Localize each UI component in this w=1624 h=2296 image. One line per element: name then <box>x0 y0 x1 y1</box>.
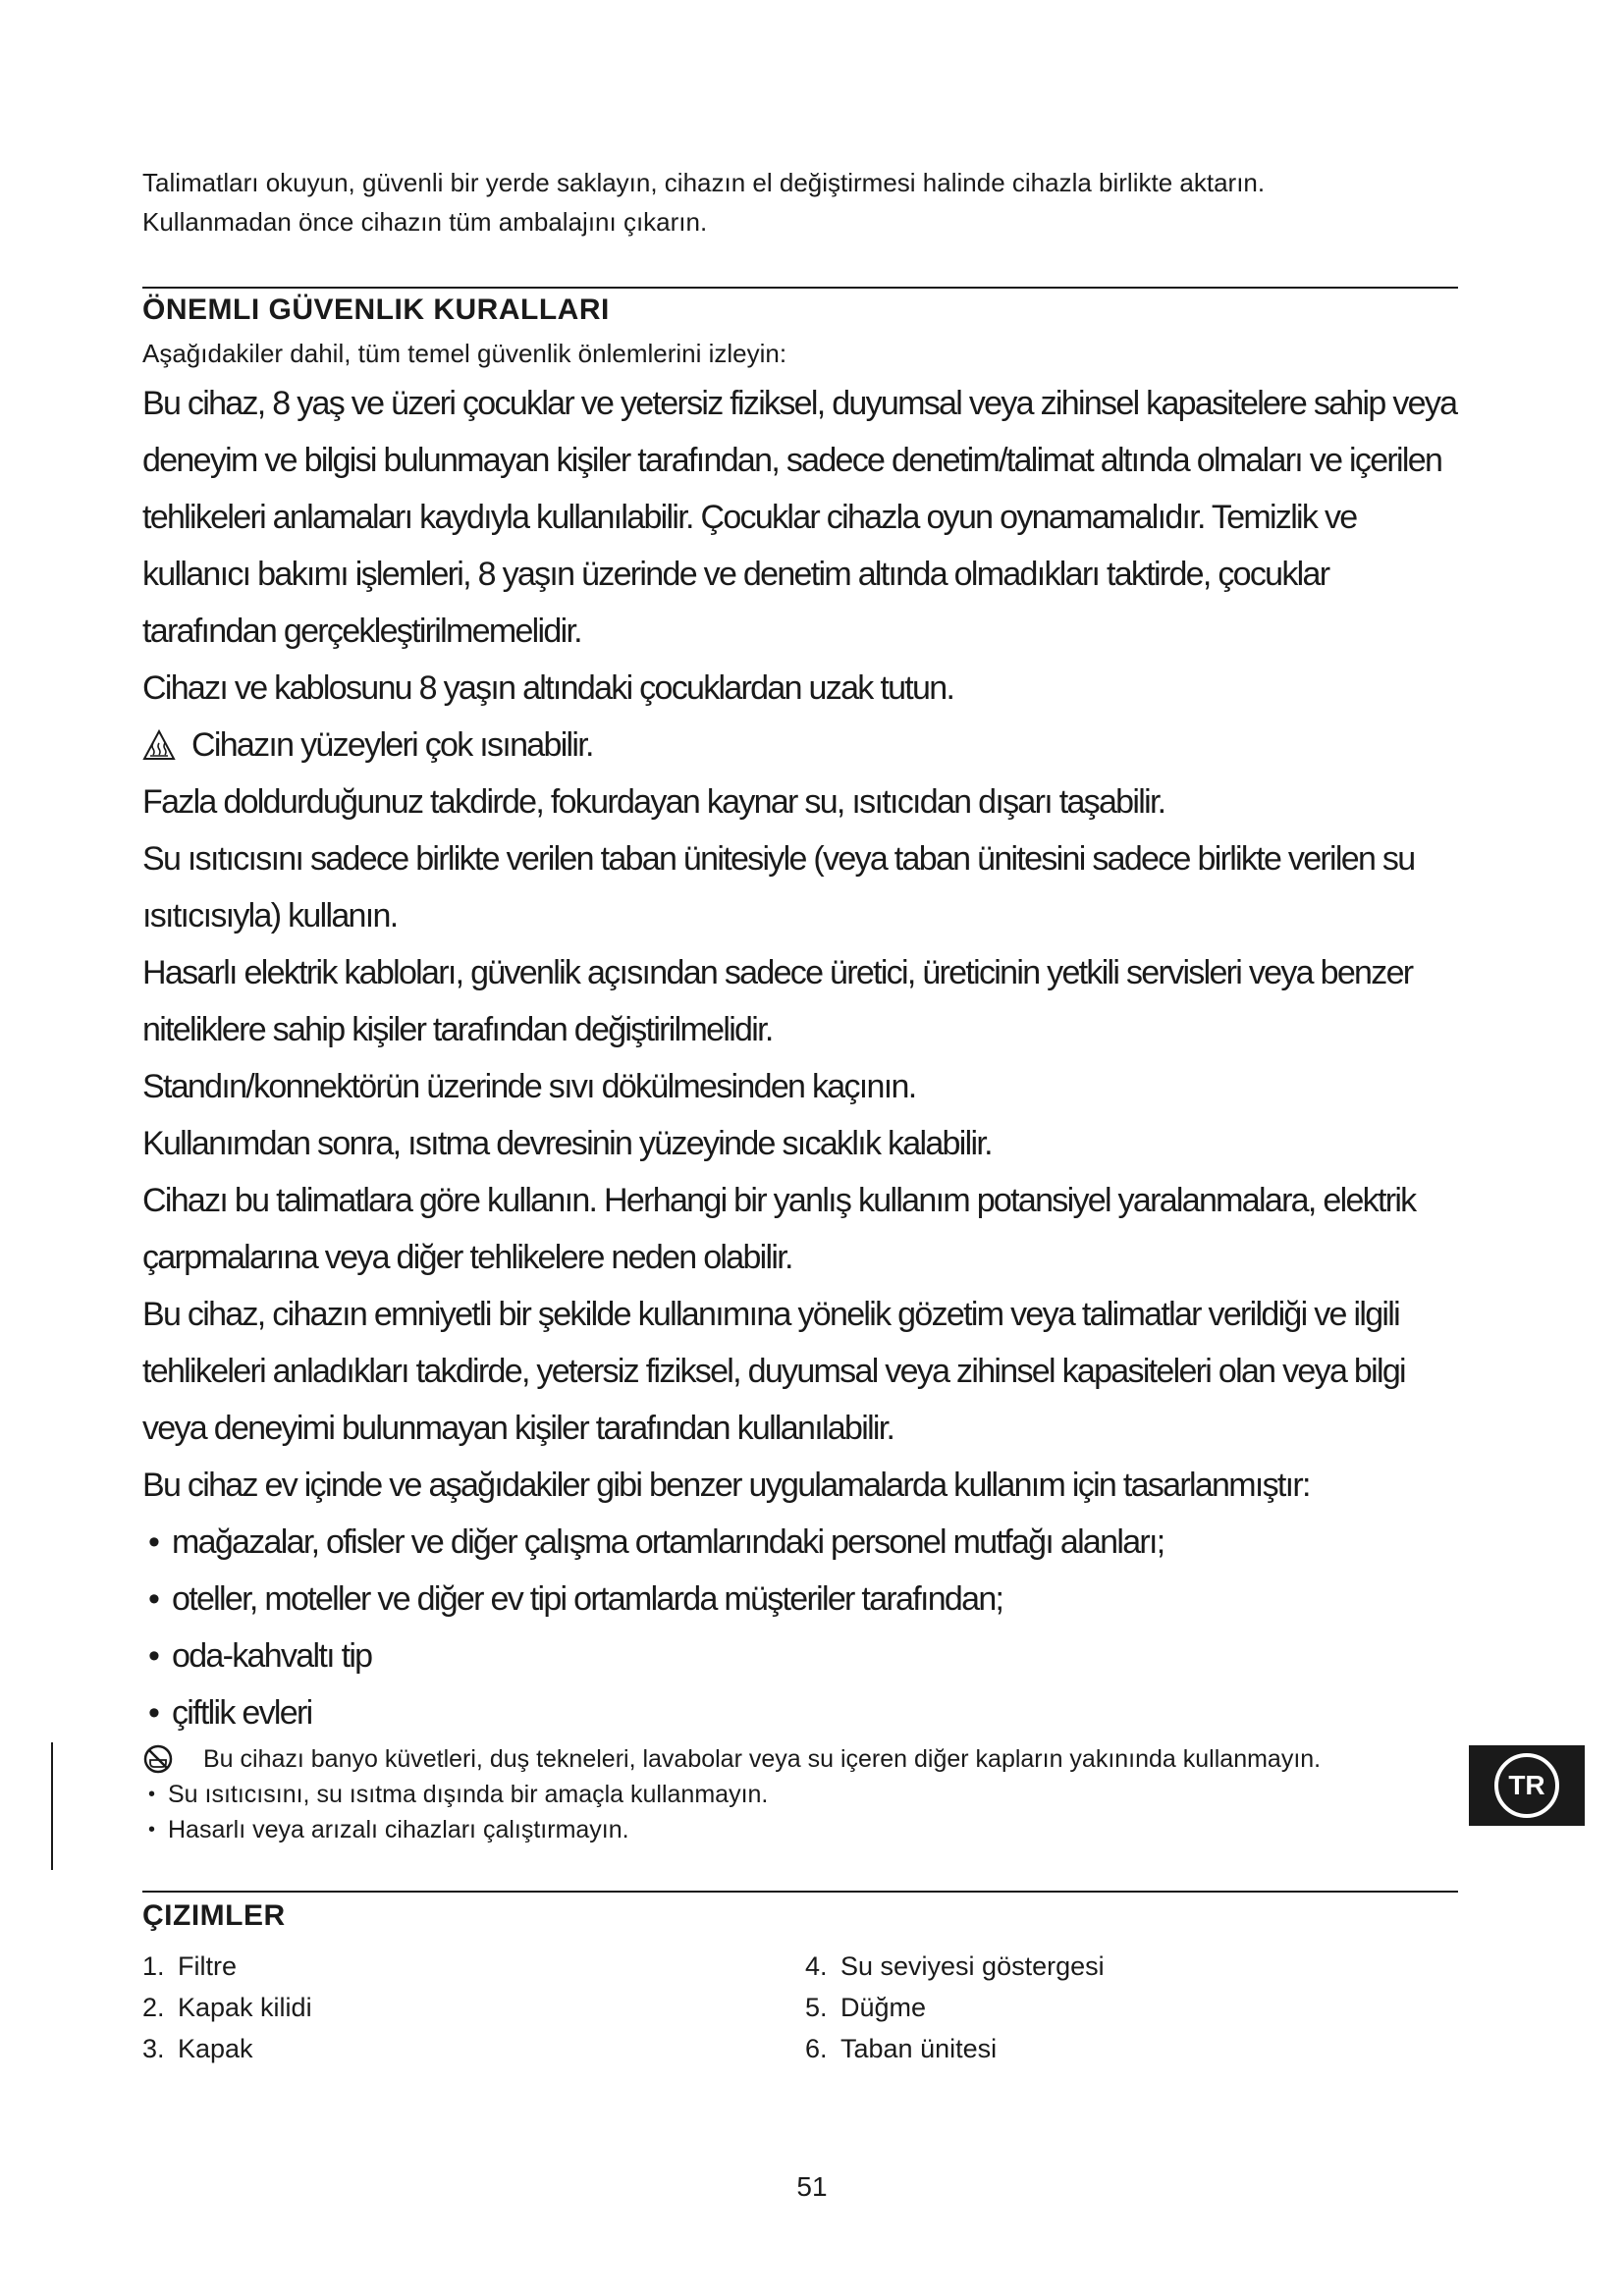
bullet-dot: • <box>148 1523 159 1561</box>
drawing-item <box>142 2028 805 2069</box>
bullet-dot: • <box>148 1694 159 1732</box>
usage-bullet-text: çiftlik evleri <box>172 1694 312 1732</box>
drawing-number: 2. <box>142 1993 165 2022</box>
rule-paragraph: Bu cihaz, 8 yaş ve üzeri çocuklar ve yetersiz fiziksel, duyumsal veya zihinsel kapasitelere sahip veya deneyim ve bilgisi bulunmayan kişiler tarafından, sadece denetim/talimat altında olmaları ve içerilen tehlikeleri anlamaları kaydıyla kullanılabilir. Çocuklar cihazla oyun oynamamalıdır. Temizlik ve kullanıcı bakımı işlemleri, 8 yaşın üzerinde ve denetim altında olmadıkları taktirde, çocuklar tarafından gerçekleştirilmemelidir. <box>142 385 1457 650</box>
drawing-item <box>805 1987 1394 2028</box>
bullet-dot: • <box>148 1784 156 1805</box>
no-bath-text: Bu cihazı banyo küvetleri, duş tekneleri, lavabolar veya su içeren diğer kapların yakınında kullanmayın. <box>203 1745 1322 1773</box>
language-badge-circle: TR <box>1494 1753 1559 1818</box>
usage-bullet <box>142 1514 1458 1571</box>
drawing-item <box>805 2028 1394 2069</box>
drawing-label: Su seviyesi göstergesi <box>840 1951 1105 1981</box>
bullet-dot: • <box>148 1819 156 1841</box>
page-number: 51 <box>796 2171 828 2202</box>
rule-paragraph: Hasarlı elektrik kabloları, güvenlik açısından sadece üretici, üreticinin yetkili servisleri veya benzer niteliklere sahip kişiler tarafından değiştirilmelidir. <box>142 954 1413 1048</box>
usage-bullet-text: oda-kahvaltı tip <box>172 1637 372 1675</box>
additional-warnings <box>142 1741 1458 1847</box>
rule-paragraph: Cihazı ve kablosunu 8 yaşın altındaki çocuklardan uzak tutun. <box>142 669 954 707</box>
bullet-dot: • <box>148 1637 159 1675</box>
usage-bullet <box>142 1684 1458 1741</box>
rule-paragraph: Kullanımdan sonra, ısıtma devresinin yüzeyinde sıcaklık kalabilir. <box>142 1125 992 1162</box>
drawing-number: 4. <box>805 1951 828 1981</box>
safety-rules <box>142 375 1458 1741</box>
drawing-number: 1. <box>142 1951 165 1981</box>
bullet-dot: • <box>148 1580 159 1618</box>
drawing-label: Filtre <box>178 1951 237 1981</box>
safety-title: ÖNEMLI GÜVENLIK KURALLARI <box>142 294 610 326</box>
drawing-number: 5. <box>805 1993 828 2022</box>
small-bullet <box>142 1812 1458 1847</box>
intro-line-2: Kullanmadan önce cihazın tüm ambalajını çıkarın. <box>142 207 708 237</box>
section-divider <box>142 287 1458 289</box>
no-bath-icon <box>142 1743 174 1775</box>
drawings-list <box>142 1946 1458 2069</box>
hot-surface-text: Cihazın yüzeyleri çok ısınabilir. <box>191 726 593 764</box>
rule-paragraph: Su ısıtıcısını sadece birlikte verilen taban ünitesiyle (veya taban ünitesini sadece birlikte verilen su ısıtıcısıyla) kullanın. <box>142 840 1415 934</box>
page-content <box>142 163 1458 2069</box>
usage-bullet-text: oteller, moteller ve diğer ev tipi ortamlarda müşteriler tarafından; <box>172 1580 1003 1618</box>
rule-paragraph: Bu cihaz ev içinde ve aşağıdakiler gibi benzer uygulamalarda kullanım için tasarlanmıştır: <box>142 1467 1310 1504</box>
drawing-label: Kapak <box>178 2034 253 2063</box>
rule-paragraph: Fazla doldurduğunuz takdirde, fokurdayan kaynar su, ısıtıcıdan dışarı taşabilir. <box>142 783 1165 821</box>
margin-line <box>51 1742 53 1870</box>
drawing-item <box>142 1987 805 2028</box>
drawing-label: Kapak kilidi <box>178 1993 312 2022</box>
drawing-item <box>142 1946 805 1987</box>
language-badge <box>1469 1745 1585 1826</box>
drawings-title: ÇIZIMLER <box>142 1899 286 1932</box>
hot-surface-rule <box>142 717 1458 774</box>
drawing-label: Taban ünitesi <box>840 2034 998 2063</box>
rule-paragraph: Cihazı bu talimatlara göre kullanın. Herhangi bir yanlış kullanım potansiyel yaralanmalara, elektrik çarpmalarına veya diğer tehlikelere neden olabilir. <box>142 1182 1416 1276</box>
intro <box>142 163 1458 241</box>
small-bullet <box>142 1777 1458 1812</box>
drawing-label: Düğme <box>840 1993 927 2022</box>
usage-bullet <box>142 1571 1458 1628</box>
safety-lead: Aşağıdakiler dahil, tüm temel güvenlik önlemlerini izleyin: <box>142 339 787 368</box>
drawing-item <box>805 1946 1394 1987</box>
rule-paragraph: Standın/konnektörün üzerinde sıvı dökülmesinden kaçının. <box>142 1068 916 1105</box>
drawing-number: 3. <box>142 2034 165 2063</box>
hot-surface-warning-icon <box>142 728 176 762</box>
no-bath-rule <box>142 1741 1458 1777</box>
section-divider <box>142 1891 1458 1893</box>
intro-line-1: Talimatları okuyun, güvenli bir yerde saklayın, cihazın el değiştirmesi halinde cihazla birlikte aktarın. <box>142 168 1266 197</box>
rule-paragraph: Bu cihaz, cihazın emniyetli bir şekilde kullanımına yönelik gözetim veya talimatlar verildiği ve ilgili tehlikeleri anladıkları takdirde, yetersiz fiziksel, duyumsal veya zihinsel kapasiteleri olan veya bilgi veya deneyimi bulunmayan kişiler tarafından kullanılabilir. <box>142 1296 1405 1447</box>
drawing-number: 6. <box>805 2034 828 2063</box>
small-bullet-text: Su ısıtıcısını, su ısıtma dışında bir amaçla kullanmayın. <box>168 1781 769 1808</box>
small-bullet-text: Hasarlı veya arızalı cihazları çalıştırmayın. <box>168 1816 629 1843</box>
usage-bullet-text: mağazalar, ofisler ve diğer çalışma ortamlarındaki personel mutfağı alanları; <box>172 1523 1164 1561</box>
usage-bullet <box>142 1628 1458 1684</box>
